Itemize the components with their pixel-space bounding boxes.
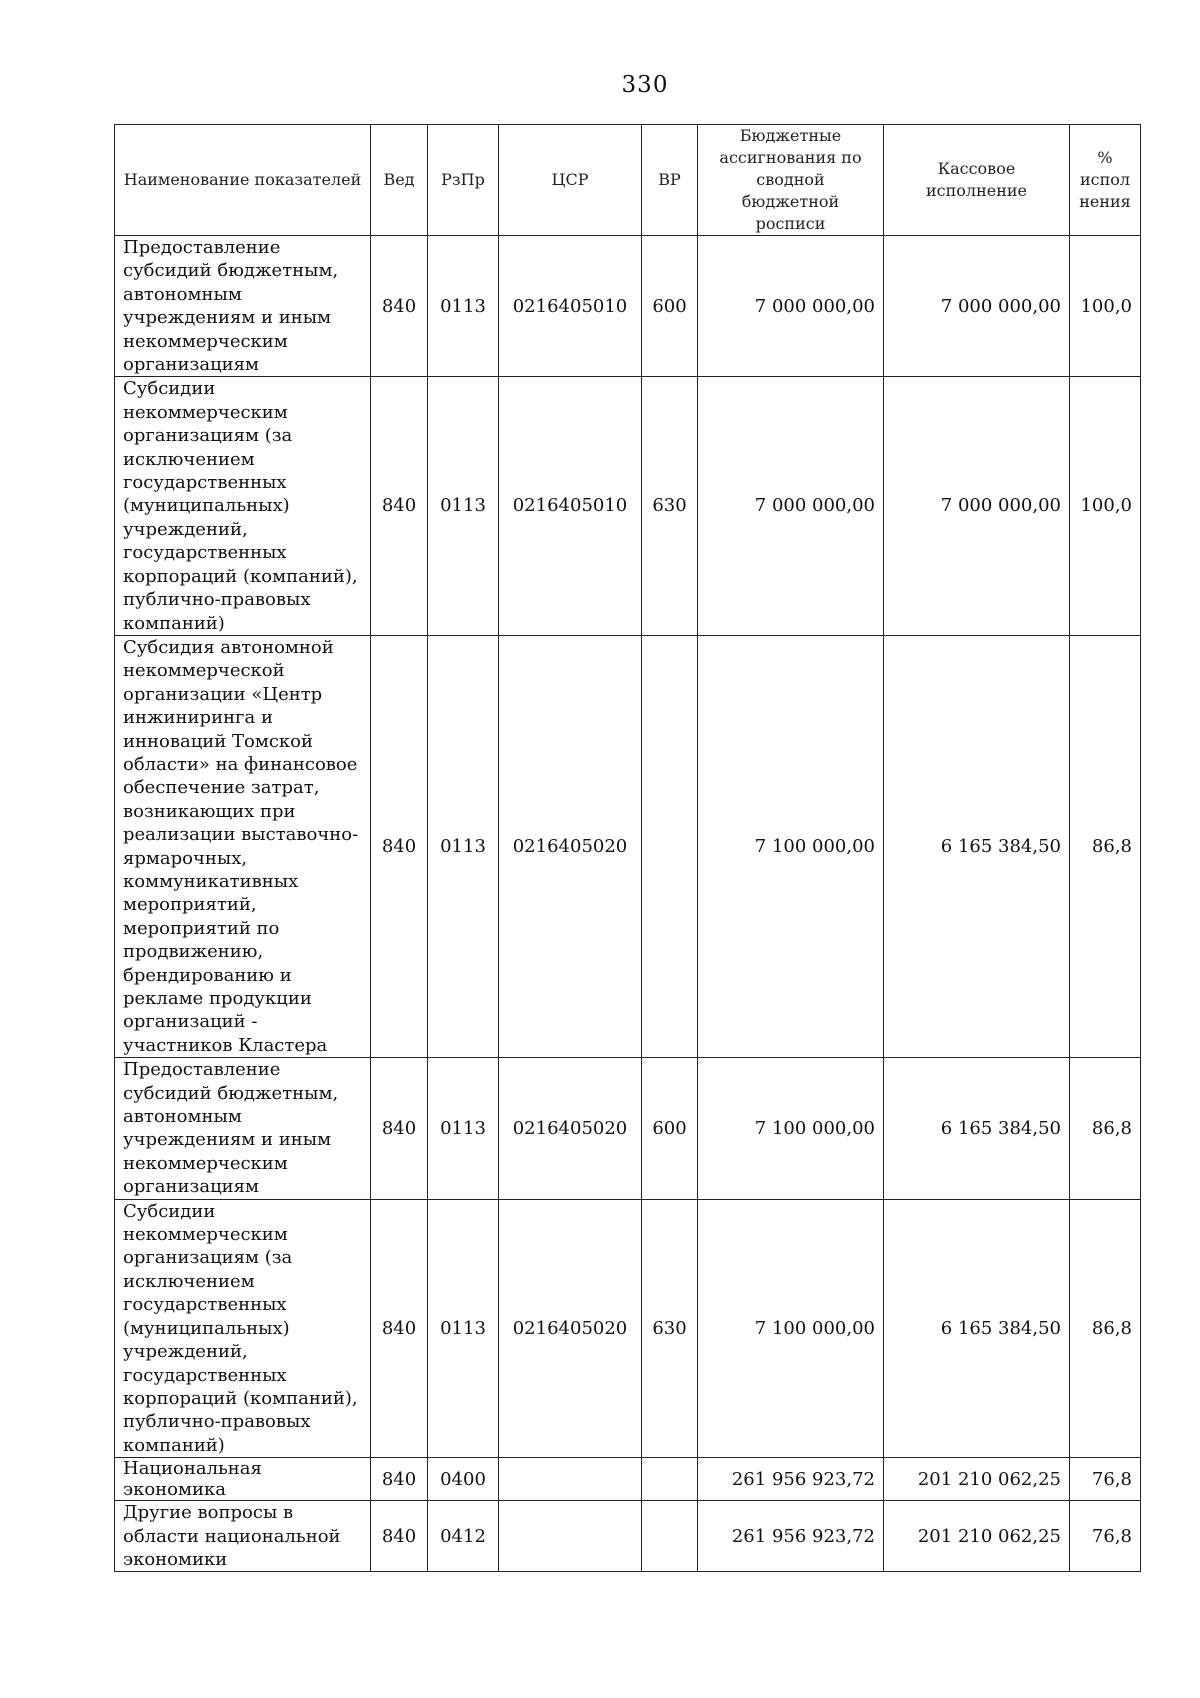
header-name: Наименование показателей: [115, 125, 371, 236]
cell-rzpr: 0113: [428, 635, 499, 1057]
cell-ved: 840: [371, 236, 428, 377]
table-row: [115, 1458, 1141, 1501]
cell-rzpr: 0113: [428, 1199, 499, 1457]
cell-cash: 6 165 384,50: [884, 635, 1070, 1057]
table-row: [115, 1501, 1141, 1572]
cell-cash: 7 000 000,00: [884, 236, 1070, 377]
cell-ved: 840: [371, 1199, 428, 1457]
cell-cash: 6 165 384,50: [884, 1058, 1070, 1199]
cell-percent: 100,0: [1070, 236, 1141, 377]
cell-rzpr: 0412: [428, 1501, 499, 1572]
cell-name: Субсидии некоммерческим организациям (за исключением государственных (муниципальных) учреждений, государственных корпораций (компаний), публично-правовых компаний): [115, 1199, 371, 1457]
cell-cash: 201 210 062,25: [884, 1501, 1070, 1572]
cell-percent: 86,8: [1070, 1199, 1141, 1457]
cell-vr: [642, 1501, 698, 1572]
table-header-row: [115, 125, 1141, 236]
cell-percent: 100,0: [1070, 377, 1141, 635]
cell-name: Субсидия автономной некоммерческой организации «Центр инжиниринга и инноваций Томской области» на финансовое обеспечение затрат, возникающих при реализации выставочно-ярмарочных, коммуникативных мероприятий, мероприятий по продвижению, брендированию и рекламе продукции организаций - участников Кластера: [115, 635, 371, 1057]
cell-ved: 840: [371, 1058, 428, 1199]
cell-csr: [499, 1458, 642, 1501]
header-vr: ВР: [642, 125, 698, 236]
cell-budget: 7 100 000,00: [698, 1199, 884, 1457]
cell-name: Субсидии некоммерческим организациям (за исключением государственных (муниципальных) учреждений, государственных корпораций (компаний), публично-правовых компаний): [115, 377, 371, 635]
cell-percent: 76,8: [1070, 1458, 1141, 1501]
header-budget: Бюджетные ассигнования по сводной бюджетной росписи: [698, 125, 884, 236]
cell-budget: 261 956 923,72: [698, 1501, 884, 1572]
cell-budget: 7 000 000,00: [698, 236, 884, 377]
cell-ved: 840: [371, 635, 428, 1057]
header-percent: % испол нения: [1070, 125, 1141, 236]
header-rzpr: РзПр: [428, 125, 499, 236]
table-row: [115, 635, 1141, 1057]
cell-budget: 261 956 923,72: [698, 1458, 884, 1501]
cell-ved: 840: [371, 1458, 428, 1501]
table-row: [115, 1199, 1141, 1457]
cell-name: Предоставление субсидий бюджетным, автономным учреждениям и иным некоммерческим организациям: [115, 236, 371, 377]
cell-vr: 600: [642, 1058, 698, 1199]
cell-vr: [642, 1458, 698, 1501]
header-csr: ЦСР: [499, 125, 642, 236]
cell-budget: 7 100 000,00: [698, 1058, 884, 1199]
cell-cash: 201 210 062,25: [884, 1458, 1070, 1501]
cell-csr: 0216405010: [499, 236, 642, 377]
cell-csr: 0216405020: [499, 1199, 642, 1457]
cell-name: Национальная экономика: [115, 1458, 371, 1501]
page-number: 330: [621, 72, 669, 98]
cell-budget: 7 100 000,00: [698, 635, 884, 1057]
cell-name: Предоставление субсидий бюджетным, автономным учреждениям и иным некоммерческим организациям: [115, 1058, 371, 1199]
cell-rzpr: 0113: [428, 236, 499, 377]
cell-cash: 6 165 384,50: [884, 1199, 1070, 1457]
cell-budget: 7 000 000,00: [698, 377, 884, 635]
header-cash: Кассовое исполнение: [884, 125, 1070, 236]
header-ved: Вед: [371, 125, 428, 236]
cell-rzpr: 0113: [428, 377, 499, 635]
cell-csr: [499, 1501, 642, 1572]
cell-percent: 86,8: [1070, 1058, 1141, 1199]
table-row: [115, 236, 1141, 377]
cell-vr: [642, 635, 698, 1057]
cell-percent: 76,8: [1070, 1501, 1141, 1572]
cell-ved: 840: [371, 377, 428, 635]
cell-rzpr: 0400: [428, 1458, 499, 1501]
cell-percent: 86,8: [1070, 635, 1141, 1057]
cell-vr: 630: [642, 1199, 698, 1457]
budget-execution-table: [114, 124, 1141, 1572]
table-row: [115, 1058, 1141, 1199]
cell-csr: 0216405020: [499, 635, 642, 1057]
cell-csr: 0216405010: [499, 377, 642, 635]
table-row: [115, 377, 1141, 635]
cell-vr: 600: [642, 236, 698, 377]
cell-ved: 840: [371, 1501, 428, 1572]
cell-vr: 630: [642, 377, 698, 635]
cell-csr: 0216405020: [499, 1058, 642, 1199]
cell-rzpr: 0113: [428, 1058, 499, 1199]
cell-cash: 7 000 000,00: [884, 377, 1070, 635]
cell-name: Другие вопросы в области национальной экономики: [115, 1501, 371, 1572]
